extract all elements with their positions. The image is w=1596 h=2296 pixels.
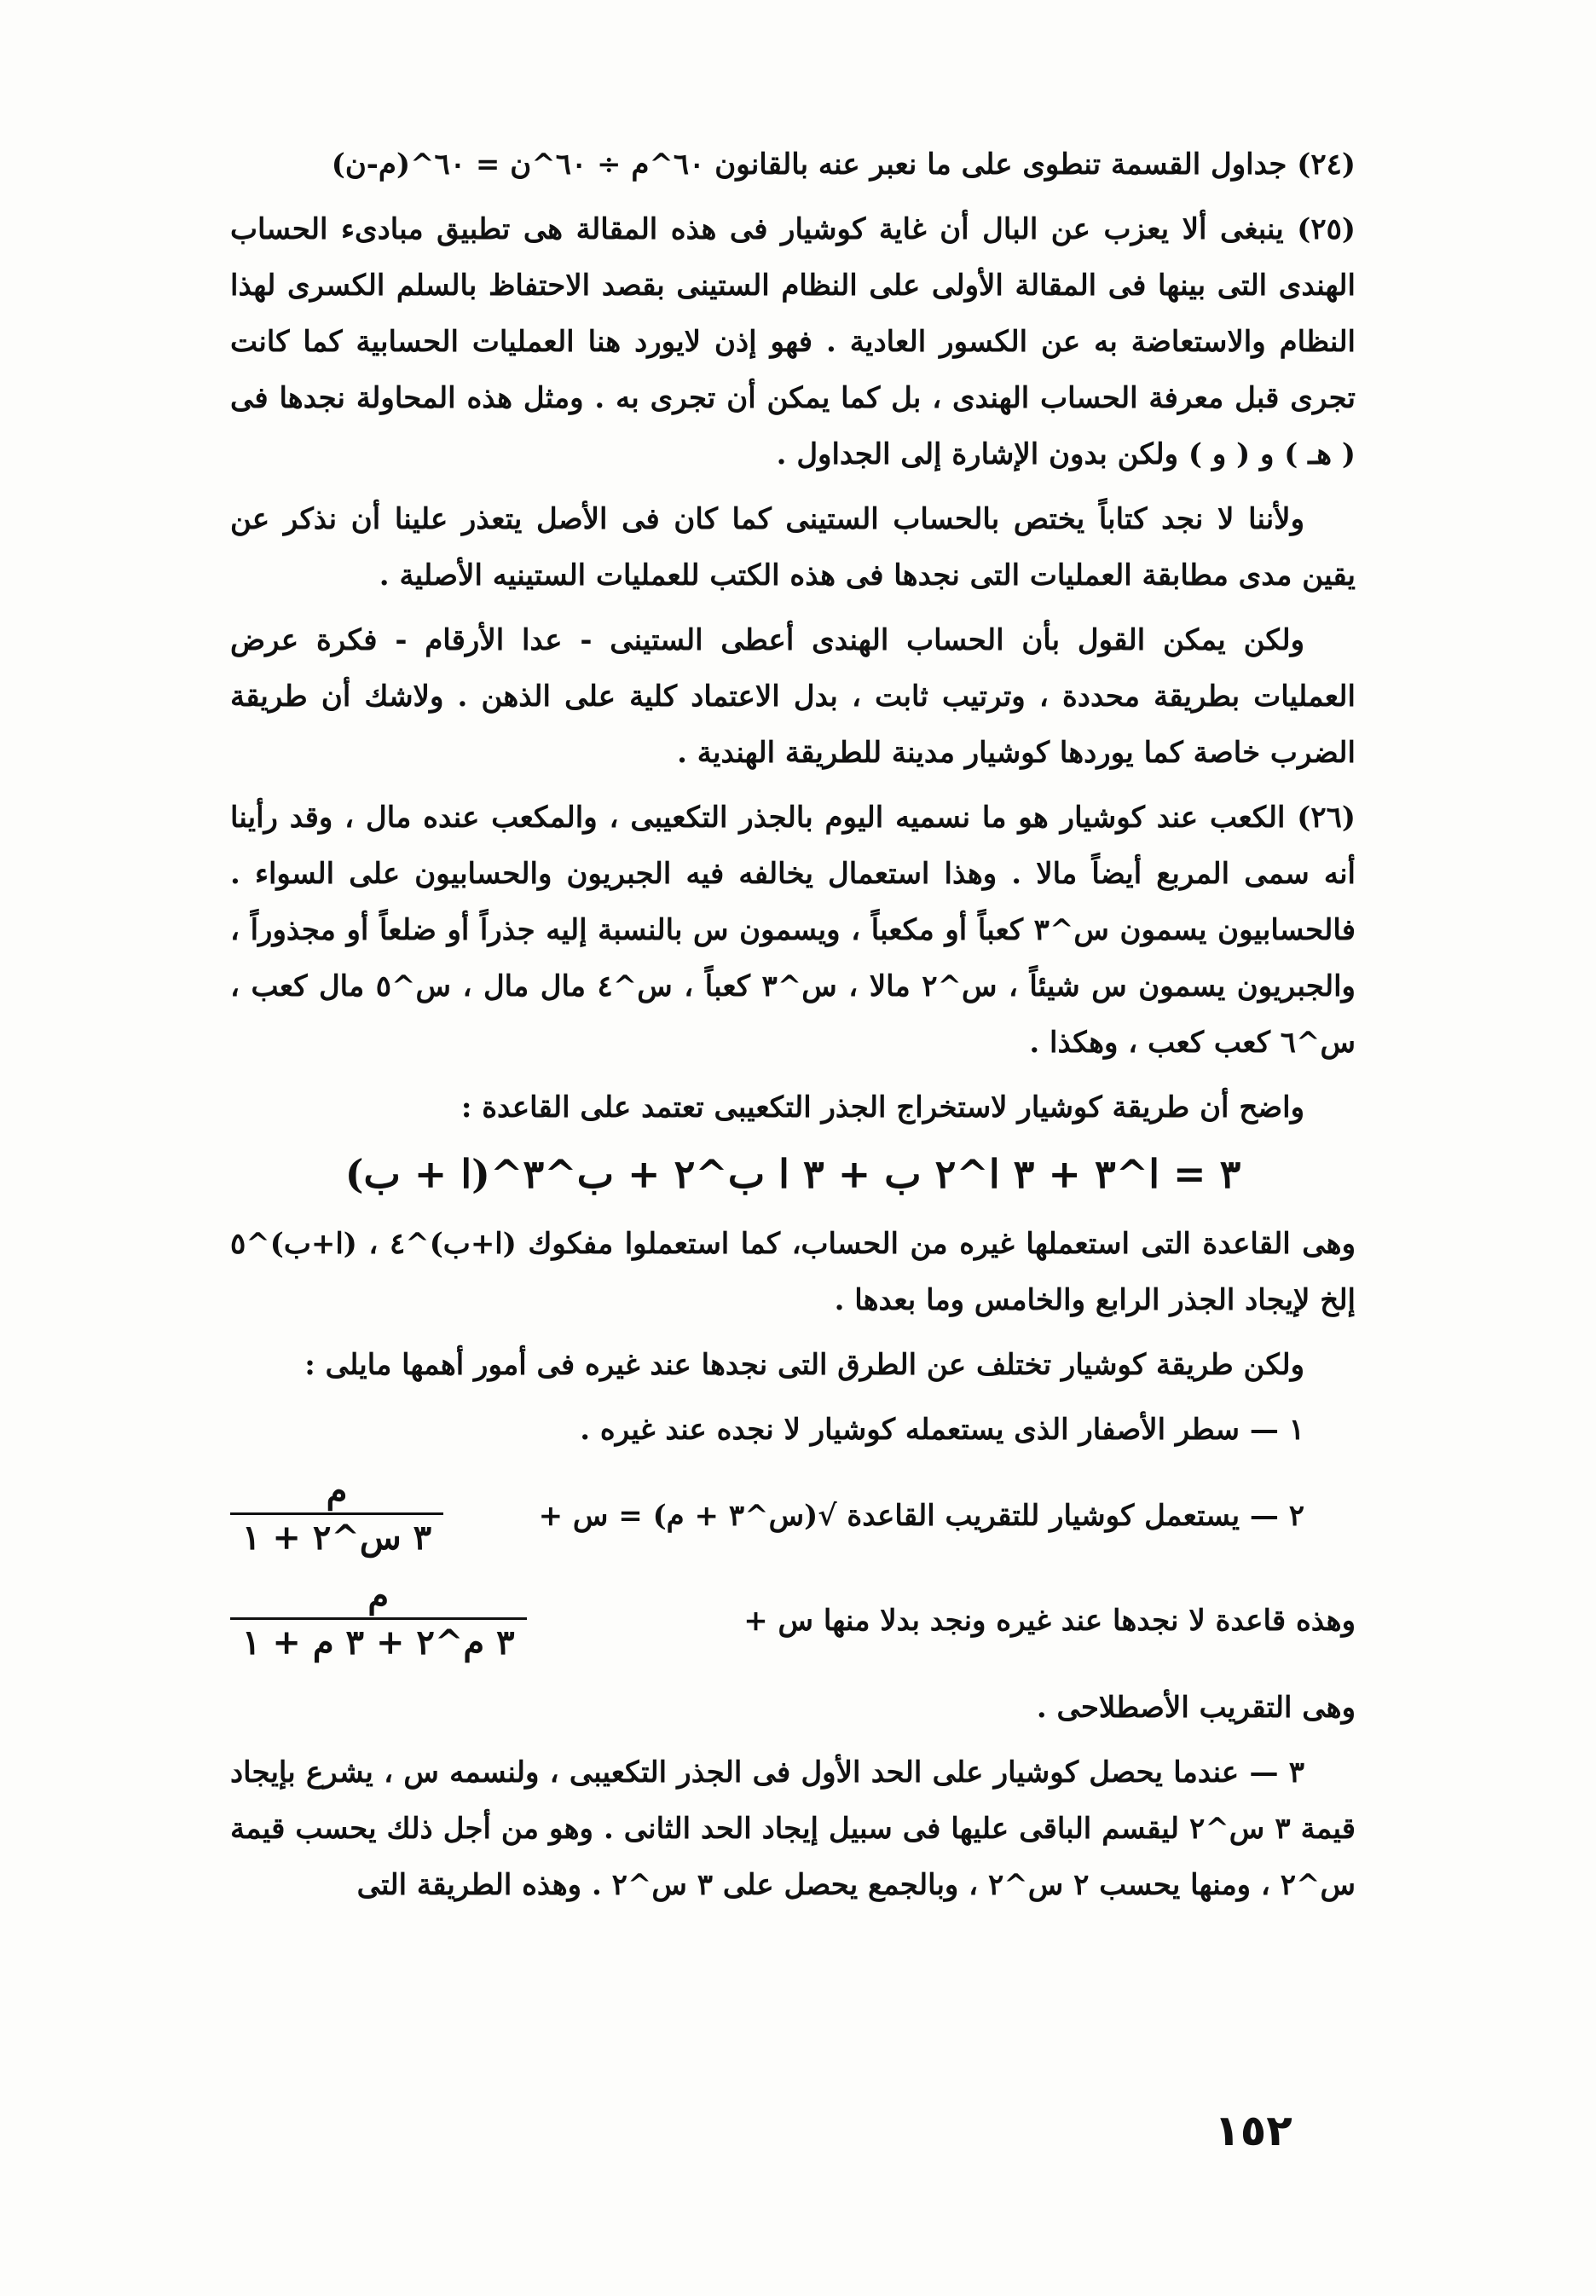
paragraph-26-expansion-note: وهى القاعدة التى استعملها غيره من الحساب، كما استعملوا مفكوك (ا+ب)^٤ ، (ا+ب)^٥ إلخ لإيجاد الجذر الرابع والخامس وما بعدها . xyxy=(230,1227,1356,1317)
paragraph-25-continued: ولأننا لا نجد كتاباً يختص بالحساب الستينى كما كان فى الأصل يتعذر علينا أن نذكر عن يقين مدى مطابقة العمليات التى نجدها فى هذه الكتب للعمليات الستينيه الأصلية . xyxy=(230,502,1356,593)
fraction-numerator: م xyxy=(367,1576,390,1616)
list-item-2-text: ٢ — يستعمل كوشيار للتقريب القاعدة √(س^٣ + م) = س + xyxy=(538,1498,1304,1533)
paragraph-25-conclusion: ولكن يمكن القول بأن الحساب الهندى أعطى الستينى - عدا الأرقام - فكرة عرض العمليات بطريقة محددة ، وترتيب ثابت ، بدل الاعتماد كلية على الذهن . ولاشك أن طريقة الضرب خاصة كما يوردها كوشيار مدينة للطريقة الهندية . xyxy=(230,623,1356,770)
fraction-denominator: ٣ س^٢ + ١ xyxy=(230,1512,443,1561)
list-item-3: ٣ — عندما يحصل كوشيار على الحد الأول فى الجذر التكعيبى ، ولنسمه س ، يشرع بإيجاد قيمة ٣ س^٢ ليقسم الباقى عليها فى سبيل إيجاد الحد الثانى . وهو من أجل ذلك يحسب قيمة س^٢ ، ومنها يحسب ٢ س^٢ ، وبالجمع يحصل على ٣ س^٢ . وهذه الطريقة التى xyxy=(230,1755,1356,1902)
list-item-2-alternative xyxy=(230,1575,1356,1666)
fraction-denominator: ٣ م^٢ + ٣ م + ١ xyxy=(230,1617,527,1666)
list-item-2-alternative-fraction xyxy=(230,1575,527,1666)
page-body-text xyxy=(230,136,1356,1922)
list-item-1: ١ — سطر الأصفار الذى يستعمله كوشيار لا نجده عند غيره . xyxy=(580,1413,1304,1447)
page-number: ١٥٢ xyxy=(1214,2106,1292,2155)
list-item-2-note: وهى التقريب الأصطلاحى . xyxy=(1036,1691,1356,1725)
paragraph-25: (٢٥) ينبغى ألا يعزب عن البال أن غاية كوشيار فى هذه المقالة هى تطبيق مبادىء الحساب الهندى التى بينها فى المقالة الأولى على النظام الستينى بقصد الاحتفاظ بالسلم الكسرى لهذا النظام والاستعاضة به عن الكسور العادية . فهو إذن لايورد هنا العمليات الحسابية كما كانت تجرى قبل معرفة الحساب الهندى ، بل كما يمكن أن تجرى به . ومثل هذه المحاولة نجدها فى ( هـ ) و ( و ) ولكن بدون الإشارة إلى الجداول . xyxy=(230,212,1356,471)
list-item-2 xyxy=(230,1470,1356,1561)
list-item-2-alternative-text: وهذه قاعدة لا نجدها عند غيره ونجد بدلا منها س + xyxy=(743,1603,1356,1638)
paragraph-26: (٢٦) الكعب عند كوشيار هو ما نسميه اليوم بالجذر التكعيبى ، والمكعب عنده مال ، وقد رأينا أنه سمى المربع أيضاً مالا . وهذا استعمال يخالفه فيه الجبريون والحسابيون على السواء . فالحسابيون يسمون س^٣ كعباً أو مكعباً ، ويسمون س بالنسبة إليه جذراً أو ضلعاً أو مجذوراً ، والجبريون يسمون س شيئاً ، س^٢ مالا ، س^٣ كعباً ، س^٤ مال مال ، س^٥ مال كعب ، س^٦ كعب كعب ، وهكذا . xyxy=(230,801,1356,1060)
paragraph-26-rule-intro: واضح أن طريقة كوشيار لاستخراج الجذر التكعيبى تعتمد على القاعدة : xyxy=(460,1090,1304,1125)
binomial-cube-formula: (ا + ب)^٣ = ا^٣ + ٣ ا^٢ ب + ٣ ا ب^٢ + ب^٣ xyxy=(344,1151,1241,1197)
paragraph-26-differences-intro: ولكن طريقة كوشيار تختلف عن الطرق التى نجدها عند غيره فى أمور أهمها مايلى : xyxy=(304,1348,1304,1382)
paragraph-24: (٢٤) جداول القسمة تنطوى على ما نعبر عنه بالقانون ٦٠^م ÷ ٦٠^ن = ٦٠^(م-ن) xyxy=(331,147,1356,182)
list-item-2-fraction xyxy=(230,1470,443,1561)
fraction-numerator: م xyxy=(326,1471,348,1511)
